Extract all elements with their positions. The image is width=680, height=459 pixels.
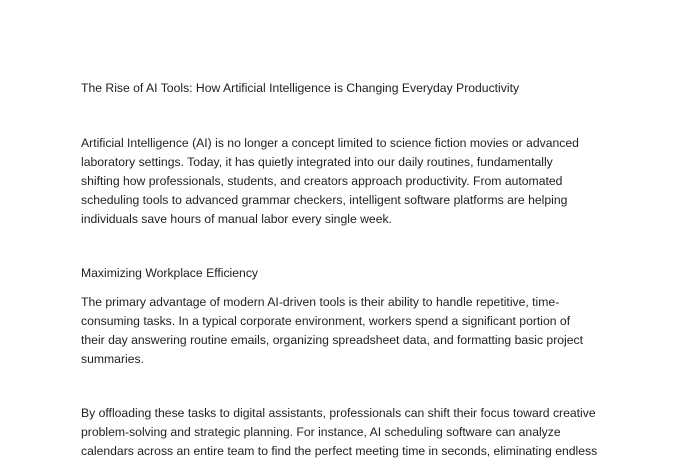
intro-paragraph [81,134,621,229]
paragraph-line: Artificial Intelligence (AI) is no longer a concept limited to science fiction movies or advanced [81,136,579,150]
paragraph-line: their day answering routine emails, organizing spreadsheet data, and formatting basic project [81,333,584,347]
paragraph-line: laboratory settings. Today, it has quietly integrated into our daily routines, fundamentally [81,155,553,169]
paragraph-line: By offloading these tasks to digital assistants, professionals can shift their focus toward creative [81,406,596,420]
paragraph-line: shifting how professionals, students, and creators approach productivity. From automated [81,174,563,188]
section-heading [81,264,621,283]
document-title [81,79,621,98]
heading-line: Maximizing Workplace Efficiency [81,266,259,280]
paragraph-line: calendars across an entire team to find the perfect meeting time in seconds, eliminating endless [81,444,598,458]
paragraph-line: summaries. [81,352,144,366]
paragraph-line: problem-solving and strategic planning. For instance, AI scheduling software can analyze [81,425,561,439]
paragraph-line: scheduling tools to advanced grammar checkers, intelligent software platforms are helping [81,193,568,207]
paragraph-line: consuming tasks. In a typical corporate environment, workers spend a significant portion of [81,314,571,328]
paragraph-line: The primary advantage of modern AI-driven tools is their ability to handle repetitive, time- [81,295,560,309]
title-line: The Rise of AI Tools: How Artificial Intelligence is Changing Everyday Productivity [81,81,520,95]
workplace-paragraph [81,293,621,369]
offloading-paragraph [81,404,621,459]
paragraph-line: individuals save hours of manual labor every single week. [81,212,392,226]
